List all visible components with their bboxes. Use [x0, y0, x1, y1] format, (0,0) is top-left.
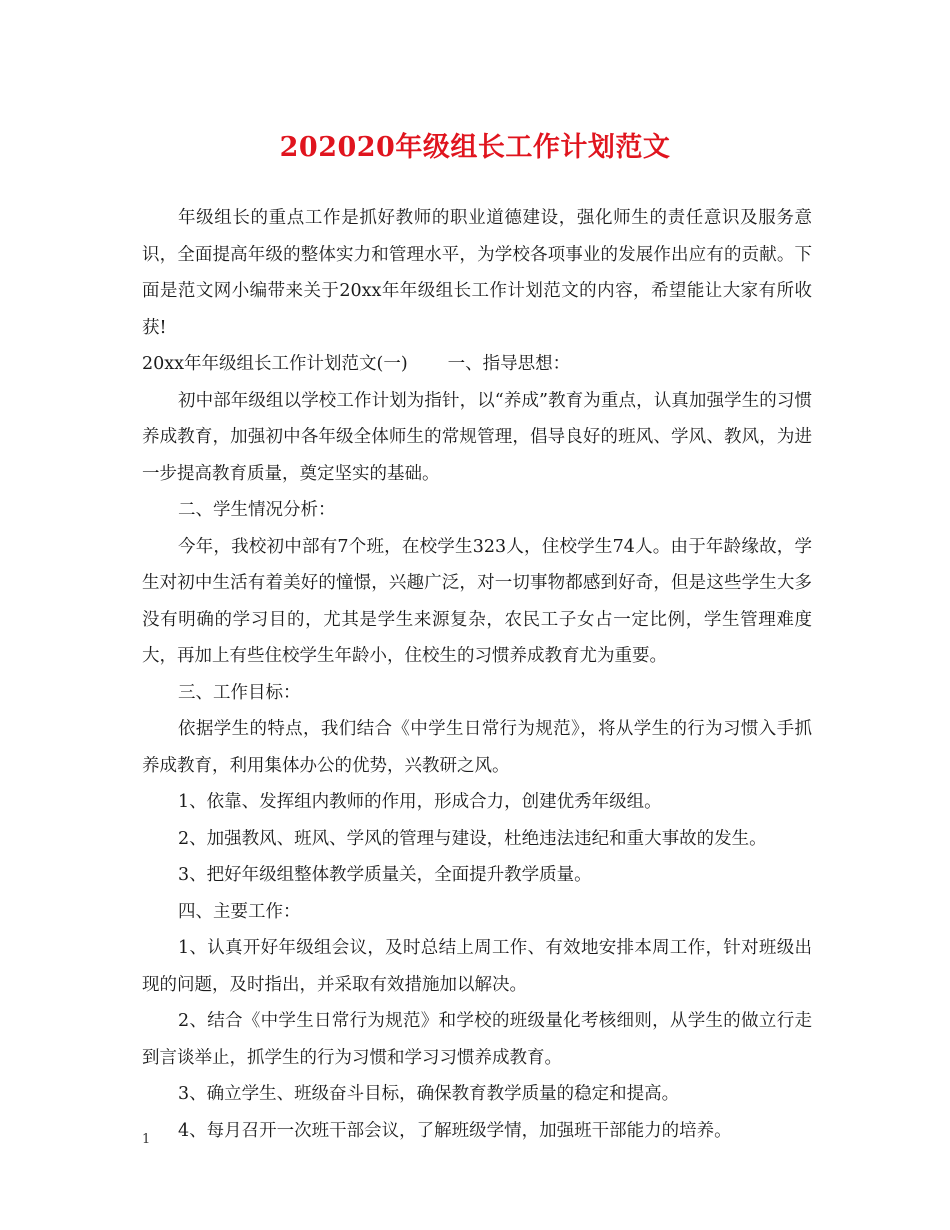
work-item-3: 3、确立学生、班级奋斗目标，确保教育教学质量的稳定和提高。 — [178, 1084, 680, 1104]
section-title: 20xx年年级组长工作计划范文(一) — [142, 354, 408, 374]
work-item-1: 1、认真开好年级组会议，及时总结上周工作、有效地安排本周工作，针对班级出现的问题，及时指出，并采取有效措施加以解决。 — [142, 938, 812, 995]
document-body — [142, 200, 812, 1149]
section-heading-line — [142, 346, 812, 383]
work-item-4: 4、每月召开一次班干部会议，了解班级学情，加强班干部能力的培养。 — [178, 1120, 732, 1141]
paragraph-guiding-thought: 初中部年级组以学校工作计划为指针，以“养成”教育为重点，认真加强学生的习惯养成教育，加强初中各年级全体师生的常规管理，倡导良好的班风、学风、教风，为进一步提高教育质量，奠定坚实的基础。 — [142, 390, 812, 484]
intro-paragraph: 年级组长的重点工作是抓好教师的职业道德建设，强化师生的责任意识及服务意识，全面提高年级的整体实力和管理水平，为学校各项事业的发展作出应有的贡献。下面是范文网小编带来关于20xx年年级组长工作计划范文的内容，希望能让大家有所收获! — [142, 208, 812, 338]
paragraph-work-goals: 依据学生的特点，我们结合《中学生日常行为规范》，将从学生的行为习惯入手抓养成教育，利用集体办公的优势，兴教研之风。 — [142, 719, 812, 776]
goal-item-1: 1、依靠、发挥组内教师的作用，形成合力，创建优秀年级组。 — [178, 792, 662, 812]
document-title: 202020年级组长工作计划范文 — [279, 132, 671, 163]
heading-work-goals: 三、工作目标： — [178, 682, 301, 703]
goal-item-3: 3、把好年级组整体教学质量关，全面提升教学质量。 — [178, 865, 592, 885]
work-item-2: 2、结合《中学生日常行为规范》和学校的班级量化考核细则，从学生的做立行走到言谈举止，抓学生的行为习惯和学习习惯养成教育。 — [142, 1011, 812, 1068]
paragraph-student-analysis: 今年，我校初中部有7个班，在校学生323人，住校学生74人。由于年龄缘故，学生对初中生活有着美好的憧憬，兴趣广泛，对一切事物都感到好奇，但是这些学生大多没有明确的学习目的，尤其是学生来源复杂，农民工子女占一定比例，学生管理难度大，再加上有些住校学生年龄小，住校生的习惯养成教育尤为重要。 — [142, 536, 812, 666]
page-number: 1 — [142, 1132, 151, 1147]
heading-student-analysis: 二、学生情况分析： — [178, 500, 336, 520]
heading-guiding-thought: 一、指导思想： — [447, 354, 571, 374]
goal-item-2: 2、加强教风、班风、学风的管理与建设，杜绝违法违纪和重大事故的发生。 — [178, 828, 767, 849]
heading-main-work: 四、主要工作： — [178, 901, 301, 922]
